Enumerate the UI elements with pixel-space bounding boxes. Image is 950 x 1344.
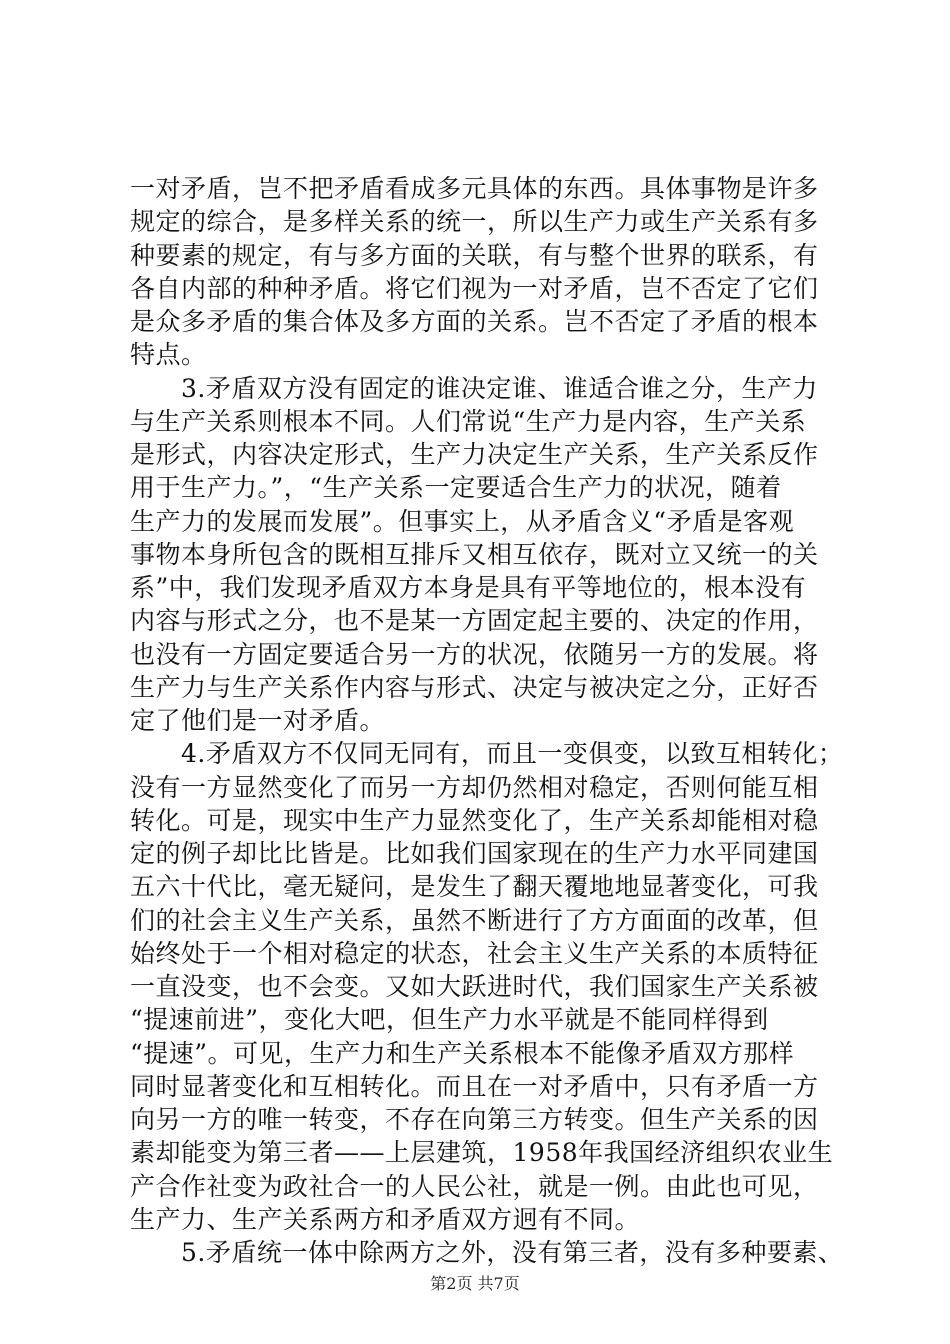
text-line: 5.矛盾统一体中除两方之外，没有第三者，没有多种要素、 — [130, 1238, 844, 1267]
text-line: 一直没变，也不会变。又如大跃进时代，我们国家生产关系被 — [130, 972, 819, 1001]
text-line: 生产力、生产关系两方和矛盾双方迥有不同。 — [130, 1204, 641, 1234]
text-line: 五六十代比，毫无疑问，是发生了翻天覆地地显著变化，可我 — [130, 872, 819, 902]
text-line: 事物本身所包含的既相互排斥又相互依存，既对立又统一的关 — [130, 539, 819, 569]
text-line: 产合作社变为政社合一的人民公社，就是一例。由此也可见， — [130, 1171, 819, 1201]
text-line: 同时显著变化和互相转化。而且在一对矛盾中，只有矛盾一方 — [130, 1071, 819, 1101]
text-line: 用于生产力。”，“生产关系一定要适合生产力的状况，随着 — [130, 473, 782, 503]
text-line: 是形式，内容决定形式，生产力决定生产关系，生产关系反作 — [130, 440, 819, 469]
text-line: 一对矛盾，岂不把矛盾看成多元具体的东西。具体事物是许多 — [130, 174, 819, 203]
text-line: 生产力与生产关系作内容与形式、决定与被决定之分，正好否 — [130, 672, 819, 702]
text-line: 定了他们是一对矛盾。 — [130, 706, 386, 735]
text-line: 定的例子却比比皆是。比如我们国家现在的生产力水平同建国 — [130, 839, 819, 868]
page-number: 第2页 共7页 — [430, 1274, 520, 1293]
text-line: 内容与形式之分，也不是某一方固定起主要的、决定的作用， — [130, 606, 819, 636]
text-line: 向另一方的唯一转变，不存在向第三方转变。但生产关系的因 — [130, 1105, 819, 1134]
text-line: 特点。 — [130, 340, 207, 370]
text-line: 规定的综合，是多样关系的统一，所以生产力或生产关系有多 — [130, 207, 819, 237]
text-line: 始终处于一个相对稳定的状态，社会主义生产关系的本质特征 — [130, 938, 819, 968]
text-line: 系”中，我们发现矛盾双方本身是具有平等地位的，根本没有 — [130, 573, 807, 602]
text-line: 没有一方显然变化了而另一方却仍然相对稳定，否则何能互相 — [130, 772, 819, 802]
text-line: 3.矛盾双方没有固定的谁决定谁、谁适合谁之分，生产力 — [130, 373, 818, 403]
text-line: “提速”。可见，生产力和生产关系根本不能像矛盾双方那样 — [130, 1038, 795, 1068]
text-line: 转化。可是，现实中生产力显然变化了，生产关系却能相对稳 — [130, 805, 819, 835]
text-line: 与生产关系则根本不同。人们常说“生产力是内容，生产关系 — [130, 406, 807, 436]
text-line: 也没有一方固定要适合另一方的状况，依随另一方的发展。将 — [130, 639, 819, 669]
text-line: 各自内部的种种矛盾。将它们视为一对矛盾，岂不否定了它们 — [130, 273, 819, 303]
text-line: “提速前进”，变化大吧，但生产力水平就是不能同样得到 — [130, 1005, 769, 1035]
text-line: 种要素的规定，有与多方面的关联，有与整个世界的联系，有 — [130, 240, 819, 270]
body-text — [130, 172, 850, 1269]
text-line: 素却能变为第三者——上层建筑，1958年我国经济组织农业生 — [130, 1138, 834, 1168]
text-line: 是众多矛盾的集合体及多方面的关系。岂不否定了矛盾的根本 — [130, 307, 819, 336]
text-line: 4.矛盾双方不仅同无同有，而且一变俱变，以致互相转化； — [130, 739, 844, 769]
text-line: 生产力的发展而发展”。但事实上，从矛盾含义“矛盾是客观 — [130, 506, 795, 536]
text-line: 们的社会主义生产关系，虽然不断进行了方方面面的改革，但 — [130, 905, 819, 935]
page-footer — [0, 1274, 950, 1294]
